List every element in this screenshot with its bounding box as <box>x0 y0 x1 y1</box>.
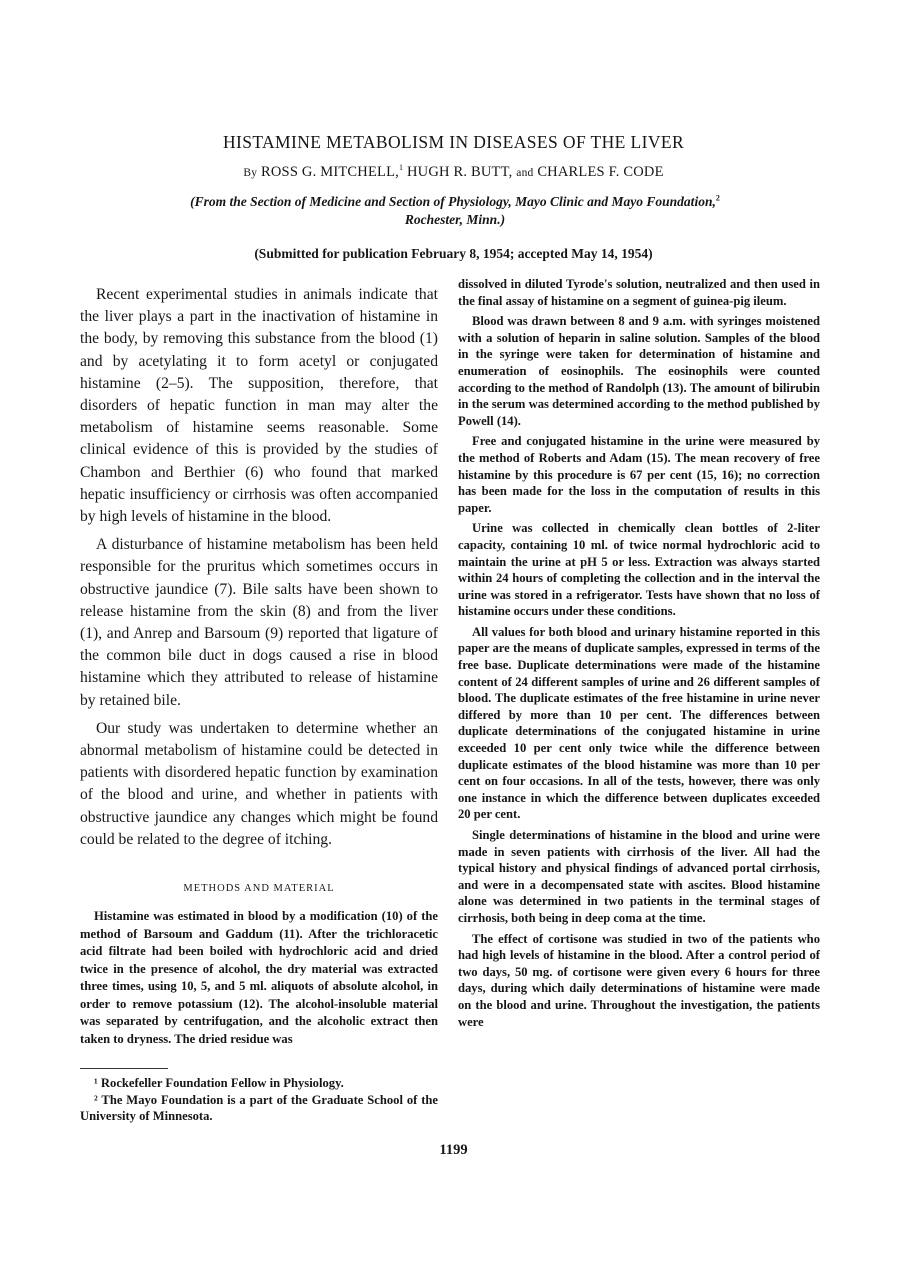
footnote-mark-2: 2 <box>715 193 720 203</box>
body-paragraph: Single determinations of histamine in the blood and urine were made in seven patients with cirrhosis of the liver. All had the typical history and physical findings of advanced portal cirrhosis, and were in a decompensated state with ascites. Blood histamine alone was determined in two patients in the terminal stages of cirrhosis, both being in deep coma at the time. <box>458 828 820 925</box>
footnote-mark-1: 1 <box>398 163 404 173</box>
body-paragraph: All values for both blood and urinary histamine reported in this paper are the means of duplicate samples, expressed in terms of the free base. Duplicate determinations were made of the histamine content of 24 different samples of urine and 26 different samples of blood. The duplicate estimates of the free histamine in urine never differed by more than 10 per cent. The differences between duplicate determinations of the conjugated histamine in urine exceeded 10 per cent only twice while the difference between duplicate estimates of the blood histamine was more than 10 per cent on four occasions. In all of the tests, however, there was only one instance in which the difference between duplicates exceeded 20 per cent. <box>458 624 820 822</box>
body-paragraph: Urine was collected in chemically clean bottles of 2-liter capacity, containing 10 ml. of twice normal hydrochloric acid to maintain the urine at pH 5 or less. Extraction was always started within 24 hours of completing the collection and in the interval the urine was stored in a refrigerator. Tests have shown that no loss of histamine occurs under these conditions. <box>458 521 820 619</box>
footnote-rule <box>80 1068 168 1069</box>
body-paragraph: Blood was drawn between 8 and 9 a.m. with syringes moistened with a solution of heparin in saline solution. Samples of the blood in the syringe were taken for determination of histamine and enumeration of eosinophils. The eosinophils were counted according to the method of Randolph (13). The amount of bilirubin in the serum was determined according to the method published by Powell (14). <box>458 314 820 428</box>
affiliation-line-2: Rochester, Minn.) <box>404 212 506 227</box>
article-title: HISTAMINE METABOLISM IN DISEASES OF THE LIVER <box>222 132 685 152</box>
body-paragraph: Free and conjugated histamine in the urine were measured by the method of Roberts and Adam (15). The mean recovery of free histamine by this procedure is 67 per cent (15, 16); no correction has been made for the loss in the computation of results in this paper. <box>458 434 820 515</box>
author-mitchell: ROSS G. MITCHELL, <box>261 164 399 180</box>
body-paragraph: The effect of cortisone was studied in two of the patients who had high levels of histamine in the blood. After a control period of two days, 50 mg. of cortisone were given every 6 hours for three days, during which daily determinations of histamine were made on the blood and urine. Throughout the investigation, the patients were <box>458 931 820 1029</box>
intro-paragraph: Recent experimental studies in animals indicate that the liver plays a part in the inactivation of histamine in the body, by removing this substance from the blood (1) and by acetylating it to form acetyl or conjugated histamine (2–5). The supposition, therefore, that disorders of hepatic function in man may alter the metabolism of histamine seems reasonable. Some clinical evidence of this is provided by the studies of Chambon and Berthier (6) who found that marked hepatic insufficiency or cirrhosis was often accompanied by high levels of histamine in the blood. <box>80 286 438 526</box>
affiliation <box>150 193 760 229</box>
intro-text <box>80 284 438 857</box>
submission-dates: (Submitted for publication February 8, 1954; accepted May 14, 1954) <box>254 246 653 261</box>
section-heading-methods: METHODS AND MATERIAL <box>183 883 335 894</box>
affiliation-line-1: (From the Section of Medicine and Section of Physiology, Mayo Clinic and Mayo Foundation, <box>190 194 716 209</box>
author-butt: HUGH R. BUTT, <box>406 164 513 180</box>
body-paragraph: dissolved in diluted Tyrode's solution, neutralized and then used in the final assay of histamine on a segment of guinea-pig ileum. <box>458 277 820 308</box>
methods-paragraph: Histamine was estimated in blood by a modification (10) of the method of Barsoum and Gaddum (11). After the trichloracetic acid filtrate had been boiled with hydrochloric acid and dried twice in the presence of alcohol, the dry material was extracted three times, using 10, 5, and 5 ml. aliquots of absolute alcohol, in order to remove potassium (12). The alcohol-insoluble material was separated by centrifugation, and the alcoholic extract then taken to dryness. The dried residue was <box>80 909 438 1046</box>
footnotes <box>80 1075 438 1125</box>
footnote-1: ¹ Rockefeller Foundation Fellow in Physiology. <box>94 1076 344 1090</box>
author-code: CHARLES F. CODE <box>537 164 664 180</box>
author-line <box>0 164 907 181</box>
footnote-2: ² The Mayo Foundation is a part of the Graduate School of the University of Minnesota. <box>80 1092 438 1123</box>
intro-paragraph: Our study was undertaken to determine whether an abnormal metabolism of histamine could be detected in patients with disordered hepatic function by examination of the blood and urine, and whether in patients with obstructive jaundice any changes which might be found could be related to the degree of itching. <box>80 719 438 848</box>
right-column-text <box>458 276 820 1034</box>
methods-text <box>80 908 438 1048</box>
intro-paragraph: A disturbance of histamine metabolism has been held responsible for the pruritus which sometimes occurs in obstructive jaundice (7). Bile salts have been shown to release histamine from the skin (8) and from the liver (1), and Anrep and Barsoum (9) reported that ligature of the common bile duct in dogs caused a rise in blood histamine which they attributed to release of histamine by retained bile. <box>80 536 438 709</box>
by-label: By <box>243 167 258 179</box>
and-label: and <box>516 167 534 179</box>
page-number: 1199 <box>439 1142 468 1158</box>
